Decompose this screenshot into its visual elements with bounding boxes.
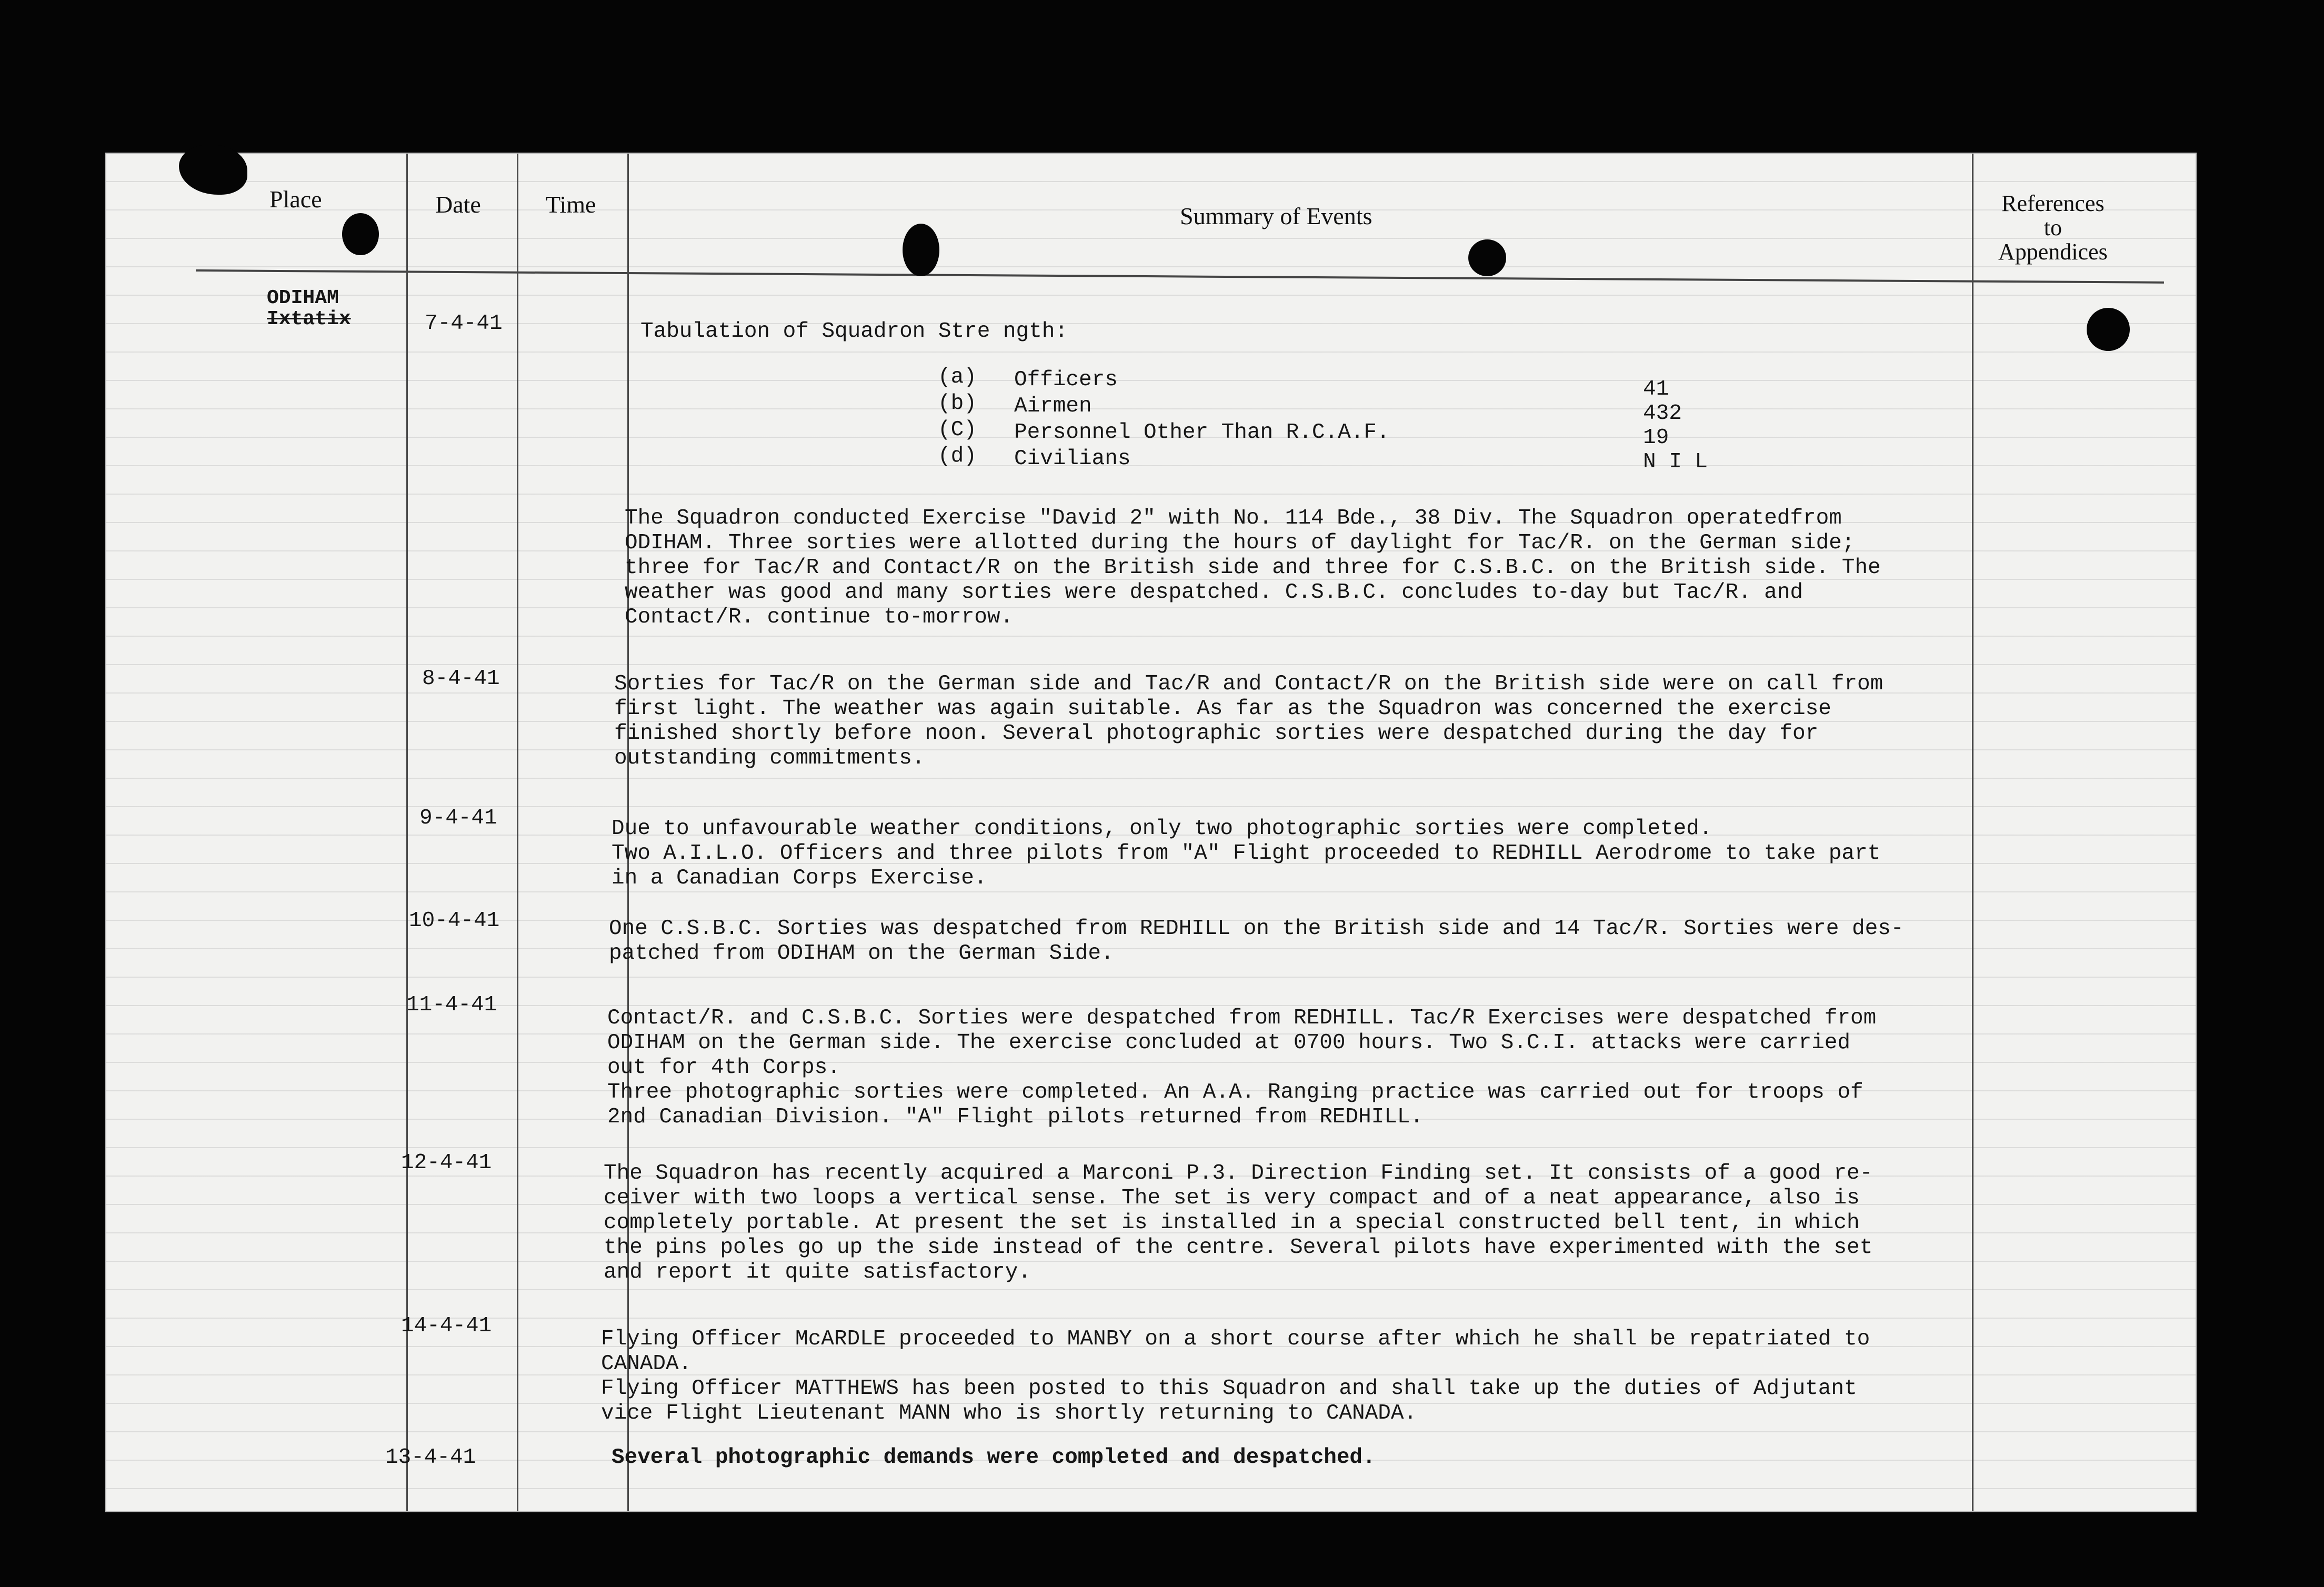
entry-date: 7-4-41 bbox=[425, 312, 503, 336]
entry-date: 12-4-41 bbox=[401, 1151, 492, 1175]
entry-date: 13-4-41 bbox=[385, 1445, 476, 1470]
strength-heading: Tabulation of Squadron Stre ngth: bbox=[640, 319, 1068, 344]
place-header: Place bbox=[269, 186, 322, 213]
entry-date: 10-4-41 bbox=[409, 909, 500, 933]
punch-hole bbox=[1468, 239, 1506, 276]
record-sheet bbox=[105, 153, 2197, 1512]
place-column-divider bbox=[406, 154, 408, 1511]
strength-labels: Officers Airmen Personnel Other Than R.C.A.F. Civilians bbox=[1014, 368, 1390, 471]
entry-text: The Squadron has recently acquired a Marconi P.3. Direction Finding set. It consists of a good re- ceiver with two loops a vertical sense. The set is very compact and of a neat appearance, also is completely portable. At present the set is installed in a special constructed bell tent, in which the pins poles go up the side instead of the centre. Several pilots have experimented with the set and report it quite satisfactory. bbox=[604, 1161, 1873, 1284]
punch-hole bbox=[2087, 308, 2130, 351]
entry-date: 8-4-41 bbox=[422, 667, 500, 691]
time-header: Time bbox=[546, 191, 596, 218]
entry-date: 14-4-41 bbox=[401, 1314, 492, 1338]
entry-text: The Squadron conducted Exercise "David 2" with No. 114 Bde., 38 Div. The Squadron operatedfrom ODIHAM. Three sorties were allotted during the hours of daylight for Tac/R. on the German side; three for Tac/R and Contact/R on the British side and three for C.S.B.C. on the British side. The weather was good and many sorties were despatched. C.S.B.C. concludes to-day but Tac/R. and Contact/R. continue to-morrow. bbox=[625, 506, 1881, 629]
entry-text: Several photographic demands were completed and despatched. bbox=[612, 1445, 1376, 1470]
strength-values: 41 432 19 N I L bbox=[1643, 377, 1708, 474]
entry-text: One C.S.B.C. Sorties was despatched from REDHILL on the British side and 14 Tac/R. Sorties were des- patched from ODIHAM on the German Side. bbox=[609, 917, 1904, 966]
place-entry: ODIHAM Ixtatix bbox=[267, 287, 351, 330]
punch-hole bbox=[342, 213, 379, 255]
strength-keys: (a) (b) (C) (d) bbox=[938, 365, 977, 468]
entry-text: Flying Officer McARDLE proceeded to MANBY on a short course after which he shall be repatriated to CANADA. Flying Officer MATTHEWS has been posted to this Squadron and shall take up the duties of Adjutant vice Flight Lieutenant MANN who is shortly returning to CANADA. bbox=[601, 1327, 1870, 1425]
entry-date: 9-4-41 bbox=[419, 806, 497, 830]
summary-header: Summary of Events bbox=[1180, 203, 1373, 229]
punch-hole bbox=[903, 224, 939, 276]
entry-text: Sorties for Tac/R on the German side and Tac/R and Contact/R on the British side were on call from first light. The weather was again suitable. As far as the Squadron was concerned the exercise finished shortly before noon. Several photographic sorties were despatched during the day for outstanding commitments. bbox=[614, 672, 1884, 770]
entry-text: Due to unfavourable weather conditions, only two photographic sorties were completed. Two A.I.L.O. Officers and three pilots from "A" Flight proceeded to REDHILL Aerodrome to take part in a Canadian Corps Exercise. bbox=[612, 817, 1881, 890]
date-header: Date bbox=[435, 191, 481, 218]
summary-column-divider bbox=[1972, 154, 1974, 1511]
entry-date: 11-4-41 bbox=[406, 993, 497, 1017]
date-column-divider bbox=[517, 154, 518, 1511]
entry-text: Contact/R. and C.S.B.C. Sorties were despatched from REDHILL. Tac/R Exercises were despatched from ODIHAM on the German side. The exercise concluded at 0700 hours. Two S.C.I. attacks were carried out for 4th Corps. Three photographic sorties were completed. An A.A. Ranging practice was carried out for troops of 2nd Canadian Division. "A" Flight pilots returned from REDHILL. bbox=[607, 1006, 1877, 1129]
header-rule bbox=[196, 269, 2164, 284]
references-header: References to Appendices bbox=[1998, 190, 2108, 265]
